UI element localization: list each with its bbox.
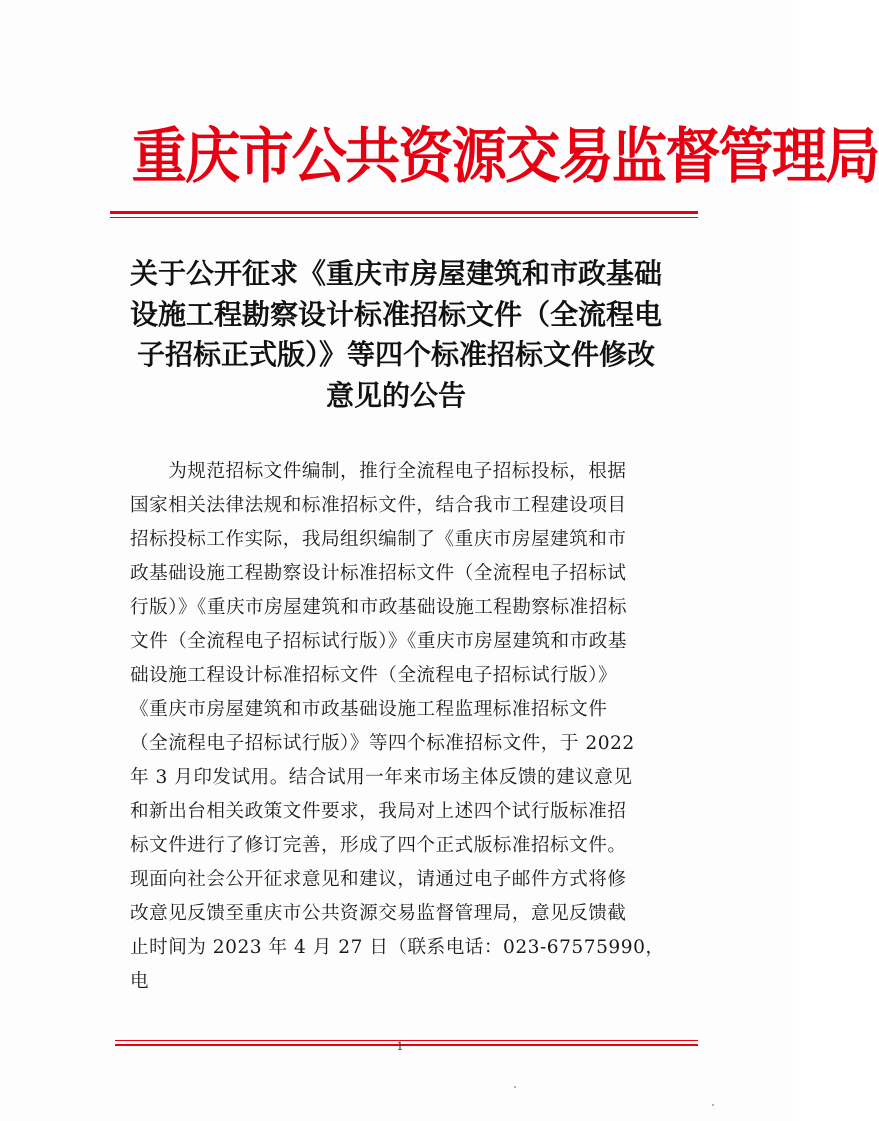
page-number: 1 (396, 1040, 404, 1053)
scan-speck (712, 1104, 714, 1106)
scan-speck (514, 1086, 516, 1088)
letterhead-rule-thin (110, 217, 698, 218)
announcement-title: 关于公开征求《重庆市房屋建筑和市政基础 设施工程勘察设计标准招标文件（全流程电 子招标正式版）》等四个标准招标文件修改 意见的公告 (129, 257, 662, 412)
letterhead-rule-thick (110, 211, 698, 214)
letterhead-title: 重庆市公共资源交易监督管理局 (131, 122, 879, 192)
announcement-body: 为规范招标文件编制，推行全流程电子招标投标，根据 国家相关法律法规和标准招标文件，结合我市工程建设项目 招标投标工作实际，我局组织编制了《重庆市房屋建筑和市 政基础设施工程勘察设计标准招标文件（全流程电子招标试 行版）》《重庆市房屋建筑和市政基础设施工程勘察标准招标 文件（全流程电子招标试行版）》《重庆市房屋建筑和市政基 础设施工程设计标准招标文件（全流程电子招标试行版）》 《重庆市房屋建筑和市政基础设施工程监理标准招标文件 （全流程电子招标试行版）》等四个标准招标文件，于 2022 年 3 月印发试用。结合试用一年来市场主体反馈的建议意见 和新出台相关政策文件要求，我局对上述四个试行版标准招 标文件进行了修订完善，形成了四个正式版标准招标文件。 现面向社会公开征求意见和建议，请通过电子邮件方式将修 改意见反馈至重庆市公共资源交易监督管理局，意见反馈截 止时间为 2023 年 4 月 27 日（联系电话：023-67575990，电 (130, 461, 665, 992)
